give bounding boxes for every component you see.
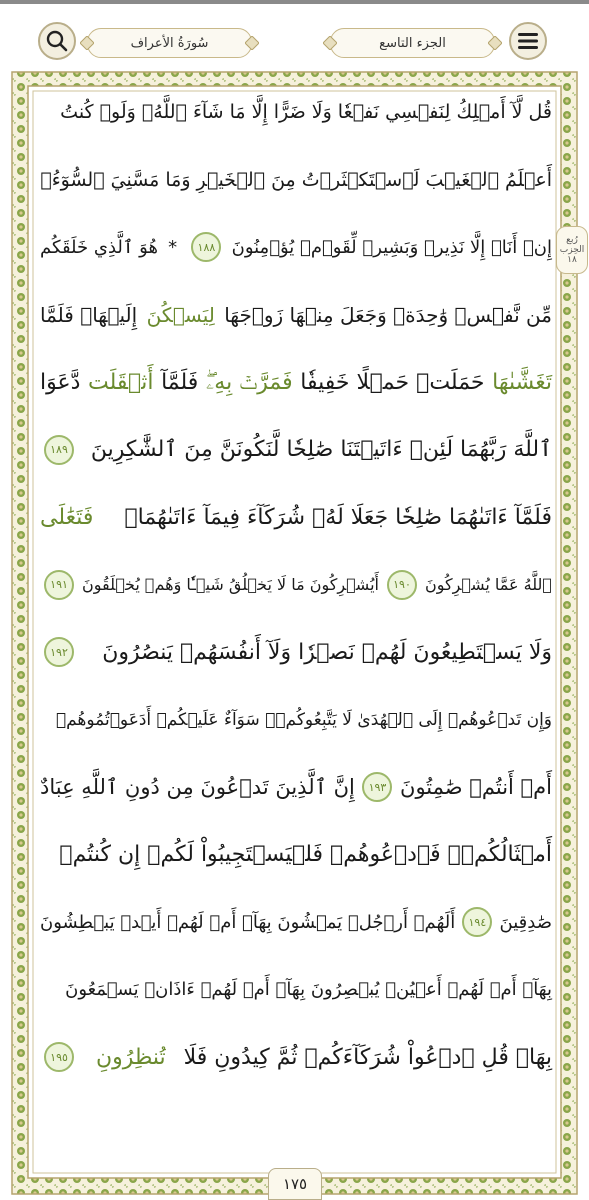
verse-line[interactable] <box>40 688 552 752</box>
verse-line[interactable] <box>40 485 552 549</box>
ayah-number-marker[interactable]: ١٩٣ <box>362 772 392 802</box>
verse-text[interactable]: إِنۡ أَنَا۠ إِلَّا نَذِيرٞ وَبَشِيرٞ لِّقَوۡمٖ يُؤۡمِنُونَ <box>231 236 552 258</box>
search-icon <box>46 30 68 52</box>
verse-text[interactable]: إِنَّ ٱلَّذِينَ تَدۡعُونَ مِن دُونِ ٱللَّهِ عِبَادٌ <box>40 775 355 799</box>
verse-text[interactable]: فَلَمَّآ ءَاتَىٰهُمَا صَٰلِحٗا جَعَلَا لَهُۥ شُرَكَآءَ فِيمَآ ءَاتَىٰهُمَاۚ <box>124 504 552 530</box>
verse-line[interactable] <box>40 890 552 954</box>
verse-text[interactable]: وَإِن تَدۡعُوهُمۡ إِلَى ٱلۡهُدَىٰ لَا يَتَّبِعُوكُمۡۚ سَوَآءٌ عَلَيۡكُمۡ أَدَعَوۡتُمُوهُمۡ <box>55 709 552 730</box>
search-button[interactable] <box>38 22 76 60</box>
juz-label: الجزء التاسع <box>379 35 446 51</box>
page-number <box>268 1168 322 1200</box>
hamburger-menu-icon <box>518 33 538 49</box>
verse-line[interactable] <box>40 823 552 887</box>
verse-line[interactable] <box>40 350 552 414</box>
verse-text[interactable]: دَّعَوَا <box>40 369 81 395</box>
hizb-marker-number: ١٨ <box>567 255 577 265</box>
ayah-number-marker[interactable]: ١٩٤ <box>462 907 492 937</box>
verse-text[interactable]: فَلَمَّآ <box>161 369 199 395</box>
tajweed-word[interactable]: فَمَرَّتۡ بِهِۦۖ <box>205 369 293 395</box>
tajweed-word[interactable]: أَثۡقَلَت <box>88 369 154 395</box>
page-number-label: ١٧٥ <box>282 1175 308 1193</box>
verse-text[interactable]: مِّن نَّفۡسٖ وَٰحِدَةٖ وَجَعَلَ مِنۡهَا زَوۡجَهَا <box>224 302 552 327</box>
juz-cartouche[interactable] <box>330 28 495 58</box>
status-bar-edge <box>0 0 589 4</box>
ayah-number-marker[interactable]: ١٨٨ <box>191 232 221 262</box>
verse-line[interactable] <box>40 418 552 482</box>
hizb-marker-middle: الحِزب <box>559 245 585 255</box>
verse-text[interactable]: صَٰدِقِينَ <box>499 911 552 933</box>
verse-text[interactable]: إِلَيۡهَاۖ فَلَمَّا <box>40 302 138 327</box>
verse-text[interactable]: حَمَلَتۡ حَمۡلًا خَفِيفٗا <box>300 369 485 395</box>
ornament-icon <box>80 36 94 50</box>
ayah-number-marker[interactable]: ١٩٢ <box>44 637 74 667</box>
tajweed-word[interactable]: لِيَسۡكُنَ <box>146 302 215 327</box>
hizb-marker-top: رُبع <box>566 235 578 245</box>
verse-text[interactable]: أَمۡثَالُكُمۡۖ فَٱدۡعُوهُمۡ فَلۡيَسۡتَجِيبُواْ لَكُمۡ إِن كُنتُمۡ <box>59 842 552 867</box>
menu-button[interactable] <box>509 22 547 60</box>
verse-text[interactable]: بِهَآۖ أَمۡ لَهُمۡ أَعۡيُنٞ يُبۡصِرُونَ بِهَآۖ أَمۡ لَهُمۡ ءَاذَانٞ يَسۡمَعُونَ <box>65 979 552 1000</box>
ornament-icon <box>488 36 502 50</box>
verse-line[interactable] <box>40 620 552 684</box>
hizb-star-icon: * <box>168 236 178 258</box>
verse-line[interactable] <box>40 148 552 212</box>
verse-text[interactable]: بِهَاۗ قُلِ ٱدۡعُواْ شُرَكَآءَكُمۡ ثُمَّ كِيدُونِ فَلَا <box>183 1044 552 1070</box>
verse-text[interactable]: أَيُشۡرِكُونَ مَا لَا يَخۡلُقُ شَيۡـٔٗا وَهُمۡ يُخۡلَقُونَ <box>82 575 379 594</box>
verse-text[interactable]: ٱللَّهَ رَبَّهُمَا لَئِنۡ ءَاتَيۡتَنَا صَٰلِحٗا لَّنَكُونَنَّ مِنَ ٱلشَّٰكِرِينَ <box>90 437 552 462</box>
tajweed-word[interactable]: فَتَعَٰلَى <box>40 504 94 530</box>
verse-text[interactable]: أَلَهُمۡ أَرۡجُلٞ يَمۡشُونَ بِهَآۖ أَمۡ لَهُمۡ أَيۡدٖ يَبۡطِشُونَ <box>40 911 456 933</box>
surah-cartouche[interactable] <box>87 28 252 58</box>
ornament-icon <box>323 36 337 50</box>
ayah-number-marker[interactable]: ١٩٠ <box>387 570 417 600</box>
tajweed-word[interactable]: تَغَشَّىٰهَا <box>492 369 552 395</box>
verse-text[interactable]: ٱللَّهُ عَمَّا يُشۡرِكُونَ <box>425 575 552 594</box>
surah-label: سُورَةُ الأعراف <box>130 35 209 51</box>
verse-text[interactable]: أَمۡ أَنتُمۡ صَٰمِتُونَ <box>400 775 552 799</box>
hizb-marker[interactable] <box>556 226 588 274</box>
verse-line[interactable] <box>40 1025 552 1089</box>
verse-text[interactable]: قُل لَّآ أَمۡلِكُ لِنَفۡسِي نَفۡعٗا وَلَا ضَرًّا إِلَّا مَا شَآءَ ٱللَّهُۚ وَلَوۡ كُنتُ <box>60 101 552 123</box>
verse-line[interactable] <box>40 215 552 279</box>
ayah-number-marker[interactable]: ١٩٥ <box>44 1042 74 1072</box>
ayah-number-marker[interactable]: ١٨٩ <box>44 435 74 465</box>
verse-line[interactable] <box>40 755 552 819</box>
tajweed-word[interactable]: تُنظِرُونِ <box>95 1044 166 1070</box>
verse-text[interactable]: هُوَ ٱلَّذِي خَلَقَكُم <box>40 236 158 258</box>
quran-text <box>40 80 552 1165</box>
verse-line[interactable] <box>40 553 552 617</box>
ayah-number-marker[interactable]: ١٩١ <box>44 570 74 600</box>
verse-line[interactable] <box>40 80 552 144</box>
verse-line[interactable] <box>40 283 552 347</box>
verse-text[interactable]: أَعۡلَمُ ٱلۡغَيۡبَ لَٱسۡتَكۡثَرۡتُ مِنَ ٱلۡخَيۡرِ وَمَا مَسَّنِيَ ٱلسُّوٓءُۚ <box>40 168 552 191</box>
ornament-icon <box>245 36 259 50</box>
verse-text[interactable]: وَلَا يَسۡتَطِيعُونَ لَهُمۡ نَصۡرٗا وَلَآ أَنفُسَهُمۡ يَنصُرُونَ <box>102 639 552 665</box>
verse-line[interactable] <box>40 958 552 1022</box>
